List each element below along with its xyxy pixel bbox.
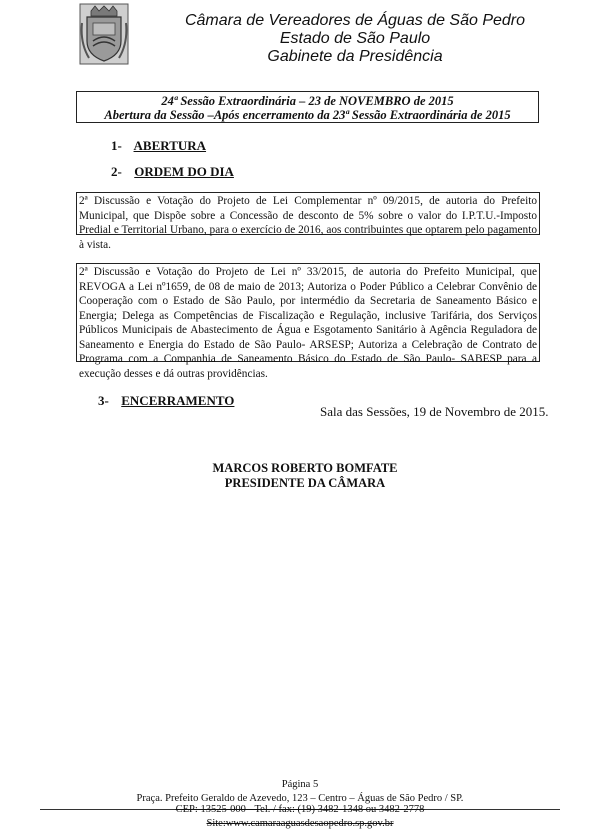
signatory-name: MARCOS ROBERTO BOMFATE [212,461,398,475]
section-encerramento [98,393,234,409]
section-abertura [111,138,206,154]
section-number: 2- [111,164,122,179]
section-number: 3- [98,393,109,408]
footer-contact: CEP: 13525-000 - Tel. / fax: (19) 3482-1348 ou 3482-2778 [175,804,425,815]
section-label: ENCERRAMENTO [121,393,235,408]
section-ordem-do-dia [111,164,234,180]
header-chamber-name: Câmara de Vereadores de Águas de São Pedro [184,12,526,29]
place-date: Sala das Sessões, 19 de Novembro de 2015. [320,404,549,419]
session-opening-note: Abertura da Sessão –Após encerramento da 23ª Sessão Extraordinária de 2015 [104,108,511,122]
section-number: 1- [111,138,122,153]
page-number: Página 5 [281,779,319,790]
signatory-title: PRESIDENTE DA CÂMARA [224,476,386,490]
municipal-crest-icon [79,3,129,65]
session-title: 24ª Sessão Extraordinária – 23 de NOVEMBRO de 2015 [161,94,454,108]
agenda-item-1: 2ª Discussão e Votação do Projeto de Lei Complementar nº 09/2015, de autoria do Prefeito Municipal, que Dispõe sobre a Concessão de desconto de 5% sobre o valor do I.P.T.U.-Imposto Predial e Territorial Urbano, para o exercício de 2016, aos contribuintes que optarem pelo pagamento à vista. [76,192,540,235]
footer-address: Praça. Prefeito Geraldo de Azevedo, 123 – Centro – Águas de São Pedro / SP. [136,793,464,804]
agenda-item-2: 2ª Discussão e Votação do Projeto de Lei nº 33/2015, de autoria do Prefeito Municipal, que REVOGA a Lei nº1659, de 08 de maio de 2013; Autoriza o Poder Público a Celebrar Convênio de Cooperação com o Estado de São Paulo, por intermédio da Secretaria de Saneamento Básico e Energia; Delega as Competências de Fiscalização e Regulação, inclusive Tarifária, dos Serviços Públicos Municipais de Abastecimento de Água e Esgotamento Sanitário à Agência Reguladora de Saneamento e Energia do Estado de São Paulo- ARSESP; Autoriza a Celebração de Contrato de Programa com a Companhia de Saneamento Básico do Estado de São Paulo- SABESP para a execução desses e dá outras providências. [76,263,540,362]
section-label: ABERTURA [133,138,207,153]
header-office: Gabinete da Presidência [267,48,443,65]
session-box [76,91,539,123]
section-label: ORDEM DO DIA [134,164,234,179]
header-state: Estado de São Paulo [279,30,431,47]
footer-website: Site:www.camaraaguasdesaopedro.sp.gov.br [206,818,394,829]
